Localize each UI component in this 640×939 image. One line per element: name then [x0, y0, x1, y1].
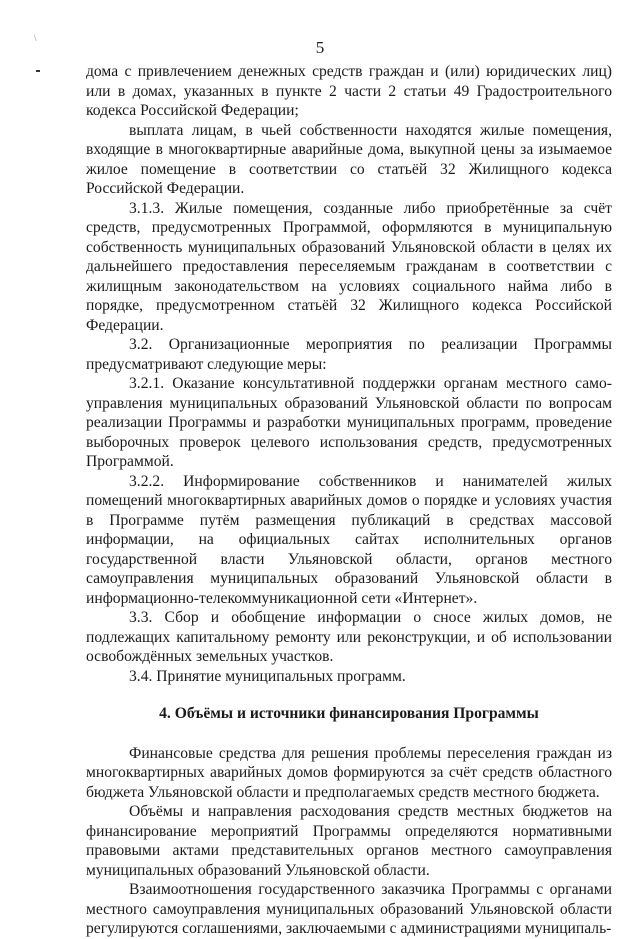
- paragraph-continuation: дома с привлечением денежных средств граждан и (или) юридических лиц) или в домах, указанных в пункте 2 части 2 статьи 49 Градостроительного кодекса Российской Федерации;: [86, 63, 612, 119]
- paragraph-3-2: 3.2. Организационные мероприятия по реализации Программы предусматривают следующие меры:: [86, 336, 612, 373]
- financing-paragraph-3: Взаимоотношения государственного заказчика Программы с органами местного самоуправления муниципальных образований Ульяновской области регулируются соглашениями, заключаемыми с администрациями муниципаль-: [86, 881, 612, 937]
- document-body: [86, 62, 612, 939]
- financing-paragraph-1: Финансовые средства для решения проблемы переселения граждан из многоквартирных аварийных домов формируются за счёт средств областного бюджета Ульяновской области и предполагаемых средств местного бюджета.: [86, 744, 612, 801]
- paragraph: выплата лицам, в чьей собственности находятся жилые помещения, входящие в многоквартирные аварийные дома, выкупной цены за изымаемое жилое помещение в соответствии со статьёй 32 Жилищного кодекса Российской Федерации.: [86, 121, 612, 197]
- paragraph-3-4: 3.4. Принятие муниципальных программ.: [129, 667, 406, 685]
- page-number: 5: [315, 38, 325, 57]
- paragraph-3-3: 3.3. Сбор и обобщение информации о сносе жилых домов, не подлежащих капитальному ремонту или реконструкции, и об использовании освобождённых земельных участков.: [86, 609, 612, 665]
- paragraph-3-2-1: 3.2.1. Оказание консультативной поддержки органам местного самоуправления муниципальных образований Ульяновской области по вопросам реализации Программы и разработки муниципальных программ, проведение выборочных проверок целевого использования средств, предусмотренных Программой.: [86, 375, 612, 470]
- section-heading: 4. Объёмы и источники финансирования Программы: [159, 705, 539, 722]
- scan-artifact-mark: \: [34, 33, 37, 43]
- paragraph-3-2-2: 3.2.2. Информирование собственников и нанимателей жилых помещений многоквартирных аварийных домов о порядке и условиях участия в Программе путём размещения публикаций в средствах массовой информации, на официальных сайтах исполнительных органов государственной власти Ульяновской области, органов местного самоуправления муниципальных образований Ульяновской области в информационно-телекоммуникационной сети «Интернет».: [86, 472, 612, 607]
- financing-paragraph-2: Объёмы и направления расходования средств местных бюджетов на финансирование мероприятий Программы определяются нормативными правовыми актами представительных органов местного самоуправления муниципальных образований Ульяновской области.: [86, 803, 612, 879]
- scan-artifact-dash: [36, 70, 40, 72]
- paragraph-3-1-3: 3.1.3. Жилые помещения, созданные либо приобретённые за счёт средств, предусмотренных Программой, оформляются в муниципальную собственность муниципальных образований Ульяновской области в целях их дальнейшего предоставления переселяемым гражданам в соответствии с жилищным законодательством на условиях социального найма либо в порядке, предусмотренном статьёй 32 Жилищного кодекса Российской Федерации.: [86, 199, 612, 334]
